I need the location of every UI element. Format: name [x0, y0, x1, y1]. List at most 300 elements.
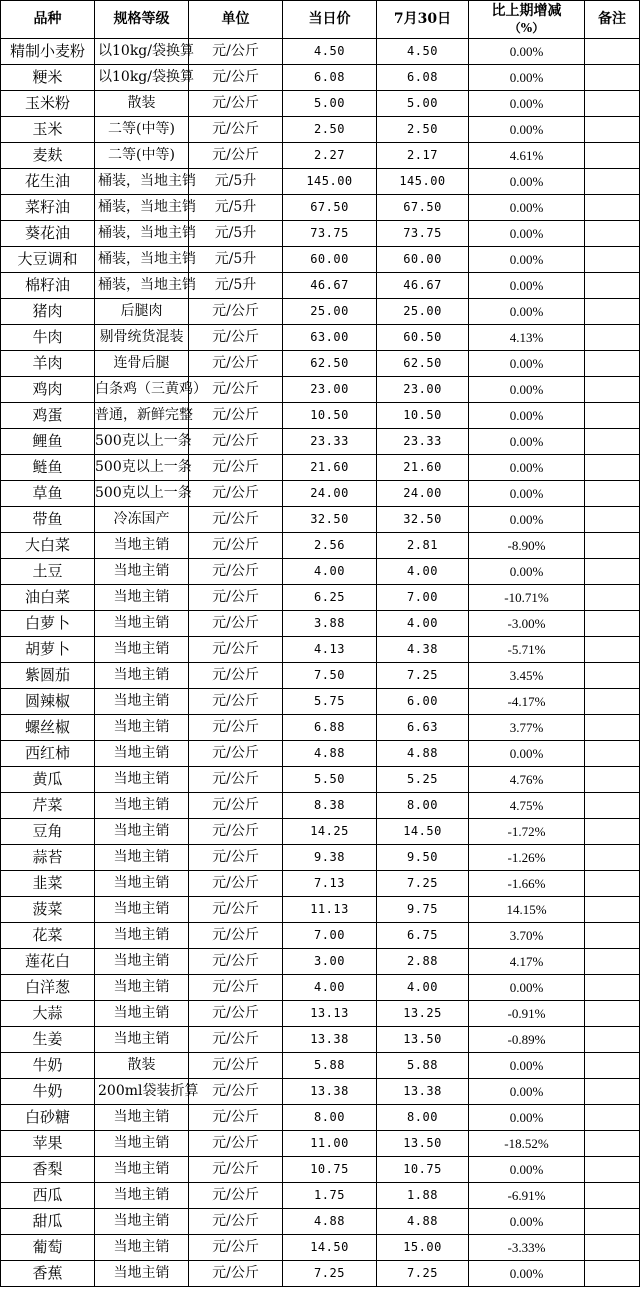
cell-change: 0.00% — [469, 481, 585, 507]
cell-change: 0.00% — [469, 403, 585, 429]
cell-unit: 元/公斤 — [189, 559, 283, 585]
cell-unit: 元/公斤 — [189, 845, 283, 871]
header-spec: 规格等级 — [95, 1, 189, 39]
cell-spec: 当地主销 — [95, 1183, 189, 1209]
cell-name: 玉米粉 — [1, 91, 95, 117]
cell-note — [585, 845, 640, 871]
cell-note — [585, 299, 640, 325]
cell-name: 韭菜 — [1, 871, 95, 897]
cell-today-price: 8.38 — [283, 793, 377, 819]
table-row — [1, 351, 640, 377]
cell-today-price: 7.00 — [283, 923, 377, 949]
cell-spec: 当地主销 — [95, 741, 189, 767]
cell-change: 3.70% — [469, 923, 585, 949]
cell-note — [585, 533, 640, 559]
cell-spec: 200ml袋装折算 — [95, 1079, 189, 1105]
cell-change: 4.13% — [469, 325, 585, 351]
table-row — [1, 663, 640, 689]
cell-spec: 当地主销 — [95, 585, 189, 611]
cell-unit: 元/公斤 — [189, 871, 283, 897]
cell-previous-price: 10.50 — [377, 403, 469, 429]
cell-today-price: 2.50 — [283, 117, 377, 143]
cell-name: 鲤鱼 — [1, 429, 95, 455]
cell-change: 0.00% — [469, 1261, 585, 1287]
cell-unit: 元/公斤 — [189, 1053, 283, 1079]
cell-previous-price: 62.50 — [377, 351, 469, 377]
cell-previous-price: 6.75 — [377, 923, 469, 949]
cell-name: 棉籽油 — [1, 273, 95, 299]
cell-name: 生姜 — [1, 1027, 95, 1053]
cell-spec: 连骨后腿 — [95, 351, 189, 377]
cell-previous-price: 2.17 — [377, 143, 469, 169]
cell-change: 14.15% — [469, 897, 585, 923]
cell-unit: 元/5升 — [189, 195, 283, 221]
cell-name: 香蕉 — [1, 1261, 95, 1287]
cell-today-price: 60.00 — [283, 247, 377, 273]
table-row — [1, 1027, 640, 1053]
header-change-unit: （%） — [508, 20, 545, 35]
cell-note — [585, 247, 640, 273]
table-row — [1, 923, 640, 949]
cell-note — [585, 143, 640, 169]
cell-today-price: 10.50 — [283, 403, 377, 429]
cell-unit: 元/公斤 — [189, 533, 283, 559]
table-row — [1, 1235, 640, 1261]
cell-note — [585, 1053, 640, 1079]
cell-spec: 500克以上一条 — [95, 455, 189, 481]
cell-note — [585, 273, 640, 299]
cell-note — [585, 377, 640, 403]
cell-spec: 普通，新鲜完整 — [95, 403, 189, 429]
table-row — [1, 299, 640, 325]
cell-note — [585, 403, 640, 429]
cell-previous-price: 4.00 — [377, 975, 469, 1001]
cell-spec: 当地主销 — [95, 1001, 189, 1027]
cell-spec: 桶装，当地主销 — [95, 169, 189, 195]
table-row — [1, 507, 640, 533]
cell-spec: 当地主销 — [95, 663, 189, 689]
table-row — [1, 1053, 640, 1079]
table-row — [1, 1079, 640, 1105]
cell-name: 螺丝椒 — [1, 715, 95, 741]
cell-unit: 元/公斤 — [189, 351, 283, 377]
table-row — [1, 1261, 640, 1287]
cell-spec: 当地主销 — [95, 897, 189, 923]
table-row — [1, 975, 640, 1001]
cell-note — [585, 507, 640, 533]
cell-note — [585, 819, 640, 845]
cell-today-price: 4.00 — [283, 975, 377, 1001]
cell-note — [585, 663, 640, 689]
cell-name: 羊肉 — [1, 351, 95, 377]
cell-note — [585, 65, 640, 91]
table-row — [1, 949, 640, 975]
cell-change: 0.00% — [469, 429, 585, 455]
cell-unit: 元/公斤 — [189, 117, 283, 143]
cell-change: -0.91% — [469, 1001, 585, 1027]
cell-note — [585, 1079, 640, 1105]
cell-note — [585, 923, 640, 949]
cell-note — [585, 117, 640, 143]
cell-note — [585, 195, 640, 221]
table-row — [1, 559, 640, 585]
cell-note — [585, 1235, 640, 1261]
cell-name: 芹菜 — [1, 793, 95, 819]
cell-change: -1.72% — [469, 819, 585, 845]
cell-change: 0.00% — [469, 221, 585, 247]
table-row — [1, 429, 640, 455]
cell-name: 紫圆茄 — [1, 663, 95, 689]
cell-note — [585, 169, 640, 195]
cell-today-price: 24.00 — [283, 481, 377, 507]
cell-unit: 元/公斤 — [189, 1105, 283, 1131]
cell-change: 0.00% — [469, 117, 585, 143]
cell-change: 0.00% — [469, 455, 585, 481]
cell-today-price: 11.00 — [283, 1131, 377, 1157]
cell-note — [585, 767, 640, 793]
cell-today-price: 63.00 — [283, 325, 377, 351]
cell-name: 猪肉 — [1, 299, 95, 325]
cell-name: 大蒜 — [1, 1001, 95, 1027]
cell-unit: 元/公斤 — [189, 1079, 283, 1105]
cell-previous-price: 5.25 — [377, 767, 469, 793]
table-row — [1, 1131, 640, 1157]
cell-today-price: 1.75 — [283, 1183, 377, 1209]
cell-name: 莲花白 — [1, 949, 95, 975]
cell-name: 鸡蛋 — [1, 403, 95, 429]
cell-spec: 当地主销 — [95, 923, 189, 949]
cell-change: 0.00% — [469, 377, 585, 403]
cell-spec: 500克以上一条 — [95, 429, 189, 455]
table-row — [1, 1105, 640, 1131]
cell-change: 0.00% — [469, 1209, 585, 1235]
table-row — [1, 819, 640, 845]
cell-name: 菜籽油 — [1, 195, 95, 221]
cell-previous-price: 145.00 — [377, 169, 469, 195]
cell-today-price: 3.88 — [283, 611, 377, 637]
cell-today-price: 25.00 — [283, 299, 377, 325]
cell-unit: 元/公斤 — [189, 689, 283, 715]
cell-spec: 桶装，当地主销 — [95, 247, 189, 273]
cell-previous-price: 4.00 — [377, 559, 469, 585]
cell-change: 3.77% — [469, 715, 585, 741]
cell-name: 鲢鱼 — [1, 455, 95, 481]
cell-spec: 当地主销 — [95, 1027, 189, 1053]
cell-change: -3.00% — [469, 611, 585, 637]
cell-spec: 白条鸡（三黄鸡） — [95, 377, 189, 403]
cell-spec: 当地主销 — [95, 1261, 189, 1287]
cell-spec: 当地主销 — [95, 871, 189, 897]
cell-unit: 元/公斤 — [189, 793, 283, 819]
cell-today-price: 11.13 — [283, 897, 377, 923]
cell-unit: 元/公斤 — [189, 975, 283, 1001]
cell-unit: 元/公斤 — [189, 1235, 283, 1261]
cell-unit: 元/公斤 — [189, 1261, 283, 1287]
cell-name: 葡萄 — [1, 1235, 95, 1261]
cell-change: -5.71% — [469, 637, 585, 663]
table-row — [1, 325, 640, 351]
cell-change: -3.33% — [469, 1235, 585, 1261]
header-name: 品种 — [1, 1, 95, 39]
cell-note — [585, 897, 640, 923]
table-row — [1, 169, 640, 195]
header-previous-price: 7月30日 — [377, 1, 469, 39]
cell-note — [585, 559, 640, 585]
cell-name: 香梨 — [1, 1157, 95, 1183]
cell-unit: 元/公斤 — [189, 741, 283, 767]
table-row — [1, 221, 640, 247]
cell-name: 牛奶 — [1, 1053, 95, 1079]
cell-change: 4.76% — [469, 767, 585, 793]
cell-today-price: 14.25 — [283, 819, 377, 845]
cell-today-price: 46.67 — [283, 273, 377, 299]
cell-change: 0.00% — [469, 247, 585, 273]
cell-today-price: 6.08 — [283, 65, 377, 91]
cell-change: 0.00% — [469, 1053, 585, 1079]
cell-change: -6.91% — [469, 1183, 585, 1209]
cell-unit: 元/公斤 — [189, 1183, 283, 1209]
cell-change: -1.26% — [469, 845, 585, 871]
cell-unit: 元/公斤 — [189, 65, 283, 91]
cell-name: 白洋葱 — [1, 975, 95, 1001]
cell-spec: 桶装，当地主销 — [95, 195, 189, 221]
cell-unit: 元/公斤 — [189, 91, 283, 117]
cell-change: 4.61% — [469, 143, 585, 169]
cell-note — [585, 949, 640, 975]
cell-unit: 元/公斤 — [189, 923, 283, 949]
table-row — [1, 65, 640, 91]
cell-change: 0.00% — [469, 39, 585, 65]
table-row — [1, 715, 640, 741]
cell-today-price: 6.25 — [283, 585, 377, 611]
cell-name: 花生油 — [1, 169, 95, 195]
cell-unit: 元/公斤 — [189, 585, 283, 611]
table-row — [1, 637, 640, 663]
cell-name: 甜瓜 — [1, 1209, 95, 1235]
cell-previous-price: 73.75 — [377, 221, 469, 247]
cell-note — [585, 455, 640, 481]
cell-unit: 元/公斤 — [189, 403, 283, 429]
cell-today-price: 73.75 — [283, 221, 377, 247]
cell-unit: 元/公斤 — [189, 299, 283, 325]
cell-name: 白萝卜 — [1, 611, 95, 637]
cell-change: 0.00% — [469, 351, 585, 377]
cell-unit: 元/5升 — [189, 247, 283, 273]
cell-today-price: 4.13 — [283, 637, 377, 663]
cell-change: -0.89% — [469, 1027, 585, 1053]
cell-spec: 当地主销 — [95, 949, 189, 975]
cell-note — [585, 39, 640, 65]
table-row — [1, 403, 640, 429]
cell-change: -4.17% — [469, 689, 585, 715]
cell-spec: 当地主销 — [95, 975, 189, 1001]
cell-name: 黄瓜 — [1, 767, 95, 793]
cell-note — [585, 585, 640, 611]
cell-previous-price: 6.00 — [377, 689, 469, 715]
cell-spec: 当地主销 — [95, 715, 189, 741]
cell-change: 0.00% — [469, 975, 585, 1001]
cell-unit: 元/公斤 — [189, 637, 283, 663]
cell-spec: 当地主销 — [95, 689, 189, 715]
cell-name: 油白菜 — [1, 585, 95, 611]
cell-note — [585, 1183, 640, 1209]
cell-spec: 以10kg/袋换算 — [95, 65, 189, 91]
cell-name: 牛肉 — [1, 325, 95, 351]
cell-today-price: 23.00 — [283, 377, 377, 403]
table-row — [1, 117, 640, 143]
cell-today-price: 21.60 — [283, 455, 377, 481]
cell-previous-price: 60.00 — [377, 247, 469, 273]
cell-note — [585, 975, 640, 1001]
cell-change: 0.00% — [469, 65, 585, 91]
header-note: 备注 — [585, 1, 640, 39]
table-row — [1, 897, 640, 923]
table-row — [1, 91, 640, 117]
table-row — [1, 455, 640, 481]
cell-today-price: 5.50 — [283, 767, 377, 793]
cell-previous-price: 7.00 — [377, 585, 469, 611]
cell-today-price: 7.13 — [283, 871, 377, 897]
cell-change: 0.00% — [469, 507, 585, 533]
table-row — [1, 1209, 640, 1235]
cell-today-price: 5.00 — [283, 91, 377, 117]
cell-note — [585, 481, 640, 507]
cell-previous-price: 7.25 — [377, 1261, 469, 1287]
cell-change: 3.45% — [469, 663, 585, 689]
cell-today-price: 14.50 — [283, 1235, 377, 1261]
cell-previous-price: 5.00 — [377, 91, 469, 117]
cell-note — [585, 221, 640, 247]
cell-spec: 二等(中等) — [95, 143, 189, 169]
cell-today-price: 2.27 — [283, 143, 377, 169]
cell-previous-price: 23.00 — [377, 377, 469, 403]
cell-unit: 元/公斤 — [189, 455, 283, 481]
cell-previous-price: 60.50 — [377, 325, 469, 351]
cell-name: 大白菜 — [1, 533, 95, 559]
cell-spec: 当地主销 — [95, 767, 189, 793]
cell-change: -10.71% — [469, 585, 585, 611]
cell-spec: 剔骨统货混装 — [95, 325, 189, 351]
cell-note — [585, 1027, 640, 1053]
cell-spec: 桶装，当地主销 — [95, 273, 189, 299]
cell-previous-price: 8.00 — [377, 1105, 469, 1131]
cell-change: 0.00% — [469, 1079, 585, 1105]
cell-today-price: 67.50 — [283, 195, 377, 221]
cell-previous-price: 1.88 — [377, 1183, 469, 1209]
cell-spec: 当地主销 — [95, 845, 189, 871]
cell-unit: 元/公斤 — [189, 1131, 283, 1157]
cell-name: 白砂糖 — [1, 1105, 95, 1131]
cell-spec: 500克以上一条 — [95, 481, 189, 507]
cell-previous-price: 2.81 — [377, 533, 469, 559]
cell-note — [585, 351, 640, 377]
cell-unit: 元/公斤 — [189, 715, 283, 741]
cell-previous-price: 7.25 — [377, 663, 469, 689]
cell-change: 0.00% — [469, 1105, 585, 1131]
header-today-price: 当日价 — [283, 1, 377, 39]
cell-today-price: 7.25 — [283, 1261, 377, 1287]
cell-previous-price: 23.33 — [377, 429, 469, 455]
cell-previous-price: 13.38 — [377, 1079, 469, 1105]
cell-unit: 元/公斤 — [189, 1209, 283, 1235]
cell-spec: 当地主销 — [95, 1105, 189, 1131]
cell-name: 菠菜 — [1, 897, 95, 923]
cell-change: 0.00% — [469, 91, 585, 117]
cell-unit: 元/公斤 — [189, 949, 283, 975]
cell-name: 土豆 — [1, 559, 95, 585]
cell-spec: 当地主销 — [95, 611, 189, 637]
cell-change: 0.00% — [469, 195, 585, 221]
table-row — [1, 1001, 640, 1027]
cell-today-price: 4.88 — [283, 1209, 377, 1235]
table-row — [1, 377, 640, 403]
cell-spec: 当地主销 — [95, 1157, 189, 1183]
cell-unit: 元/公斤 — [189, 377, 283, 403]
cell-unit: 元/公斤 — [189, 143, 283, 169]
table-row — [1, 1157, 640, 1183]
cell-name: 胡萝卜 — [1, 637, 95, 663]
cell-previous-price: 32.50 — [377, 507, 469, 533]
cell-note — [585, 715, 640, 741]
cell-spec: 散装 — [95, 91, 189, 117]
cell-note — [585, 637, 640, 663]
cell-spec: 二等(中等) — [95, 117, 189, 143]
cell-change: -1.66% — [469, 871, 585, 897]
cell-spec: 当地主销 — [95, 559, 189, 585]
cell-change: 4.75% — [469, 793, 585, 819]
table-row — [1, 767, 640, 793]
table-row — [1, 689, 640, 715]
cell-today-price: 4.50 — [283, 39, 377, 65]
cell-today-price: 145.00 — [283, 169, 377, 195]
cell-spec: 以10kg/袋换算 — [95, 39, 189, 65]
cell-change: 0.00% — [469, 1157, 585, 1183]
cell-spec: 当地主销 — [95, 793, 189, 819]
cell-spec: 当地主销 — [95, 1235, 189, 1261]
cell-previous-price: 24.00 — [377, 481, 469, 507]
cell-name: 大豆调和 — [1, 247, 95, 273]
cell-spec: 当地主销 — [95, 819, 189, 845]
cell-name: 麦麸 — [1, 143, 95, 169]
table-row — [1, 871, 640, 897]
cell-previous-price: 4.38 — [377, 637, 469, 663]
cell-unit: 元/公斤 — [189, 1027, 283, 1053]
cell-name: 草鱼 — [1, 481, 95, 507]
cell-today-price: 6.88 — [283, 715, 377, 741]
cell-previous-price: 5.88 — [377, 1053, 469, 1079]
cell-previous-price: 15.00 — [377, 1235, 469, 1261]
cell-change: 4.17% — [469, 949, 585, 975]
cell-note — [585, 611, 640, 637]
cell-today-price: 13.38 — [283, 1079, 377, 1105]
cell-note — [585, 1105, 640, 1131]
table-row — [1, 39, 640, 65]
cell-unit: 元/公斤 — [189, 611, 283, 637]
cell-spec: 当地主销 — [95, 1209, 189, 1235]
cell-unit: 元/公斤 — [189, 1001, 283, 1027]
cell-previous-price: 9.75 — [377, 897, 469, 923]
cell-today-price: 32.50 — [283, 507, 377, 533]
cell-change: 0.00% — [469, 559, 585, 585]
table-row — [1, 273, 640, 299]
cell-today-price: 8.00 — [283, 1105, 377, 1131]
cell-spec: 散装 — [95, 1053, 189, 1079]
cell-spec: 当地主销 — [95, 1131, 189, 1157]
cell-today-price: 4.88 — [283, 741, 377, 767]
cell-note — [585, 1001, 640, 1027]
cell-name: 圆辣椒 — [1, 689, 95, 715]
table-row — [1, 481, 640, 507]
